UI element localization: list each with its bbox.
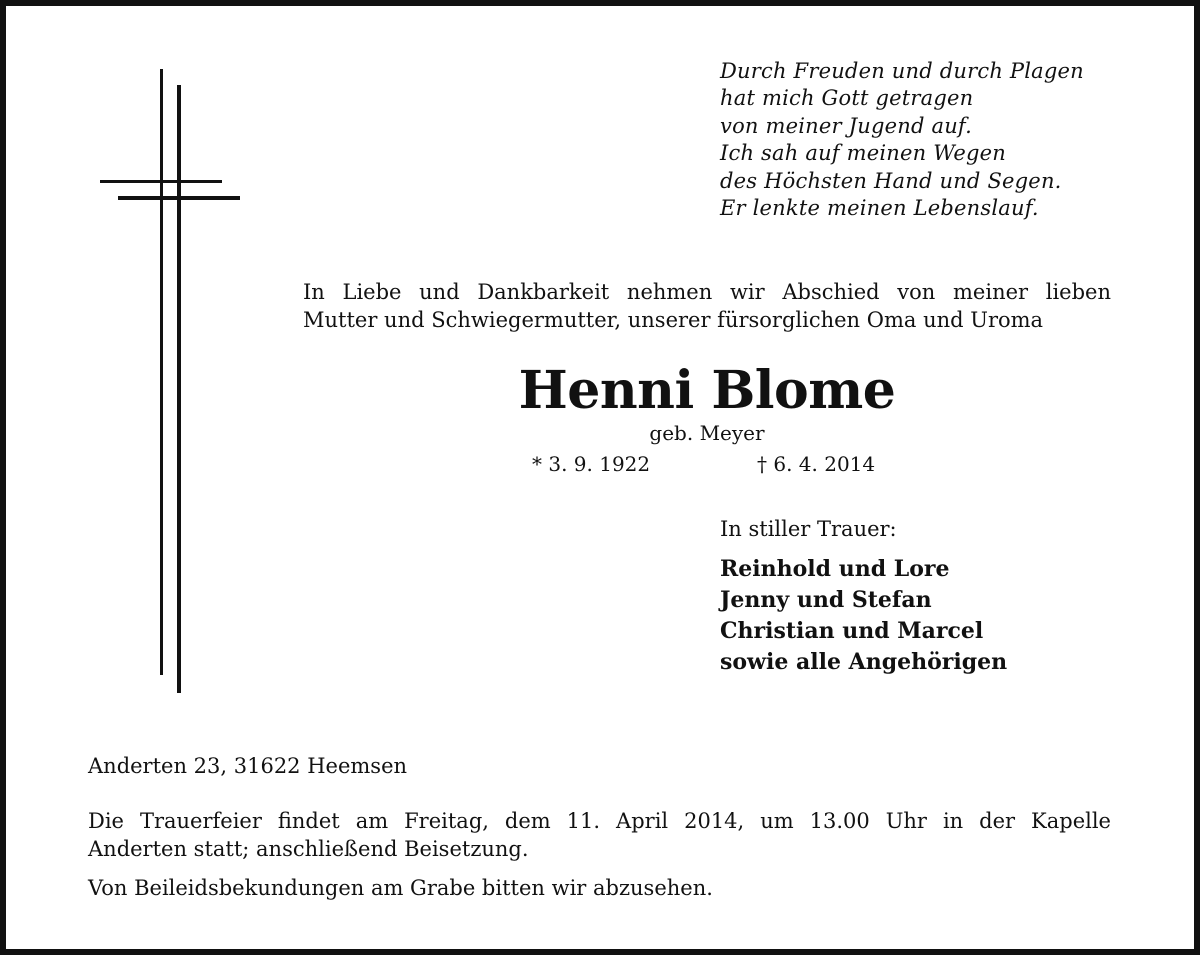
cross-vertical-thick [177, 85, 181, 693]
cross-horizontal-thick [118, 196, 240, 200]
mourner-name: sowie alle Angehörigen [720, 649, 1008, 675]
mourner-name: Reinhold und Lore [720, 556, 950, 582]
ceremony-notice [88, 807, 1111, 863]
mourner-name: Jenny und Stefan [720, 587, 932, 613]
death-date: † 6. 4. 2014 [757, 452, 876, 476]
poem-line: Ich sah auf meinen Wegen [720, 141, 1006, 166]
poem-line: von meiner Jugend auf. [720, 113, 973, 138]
poem-line: Er lenkte meinen Lebenslauf. [720, 196, 1039, 221]
poem-line: hat mich Gott getragen [720, 86, 974, 111]
poem [720, 58, 1084, 222]
ceremony-line: Die Trauerfeier findet am Freitag, dem 11. April 2014, um 13.00 Uhr in der Kapelle [88, 809, 1111, 833]
birth-date: * 3. 9. 1922 [532, 452, 651, 476]
mourners-list [720, 554, 1007, 678]
mourner-name: Christian und Marcel [720, 618, 984, 644]
ceremony-line: Anderten statt; anschließend Beisetzung. [88, 837, 529, 861]
mourning-label: In stiller Trauer: [720, 517, 897, 541]
condolence-request: Von Beileidsbekundungen am Grabe bitten wir abzusehen. [88, 876, 713, 900]
intro-line: Mutter und Schwiegermutter, unserer fürsorglichen Oma und Uroma [303, 307, 1044, 332]
poem-line: des Höchsten Hand und Segen. [720, 168, 1062, 193]
deceased-name: Henni Blome [518, 360, 896, 421]
maiden-name: geb. Meyer [649, 421, 765, 445]
address: Anderten 23, 31622 Heemsen [88, 754, 408, 778]
intro-line: In Liebe und Dankbarkeit nehmen wir Abschied von meiner lieben [303, 280, 1111, 304]
double-cross-icon [95, 65, 245, 700]
intro-text [303, 279, 1111, 334]
cross-horizontal-thin [100, 180, 222, 183]
poem-line: Durch Freuden und durch Plagen [720, 59, 1084, 83]
cross-vertical-thin [160, 69, 163, 675]
